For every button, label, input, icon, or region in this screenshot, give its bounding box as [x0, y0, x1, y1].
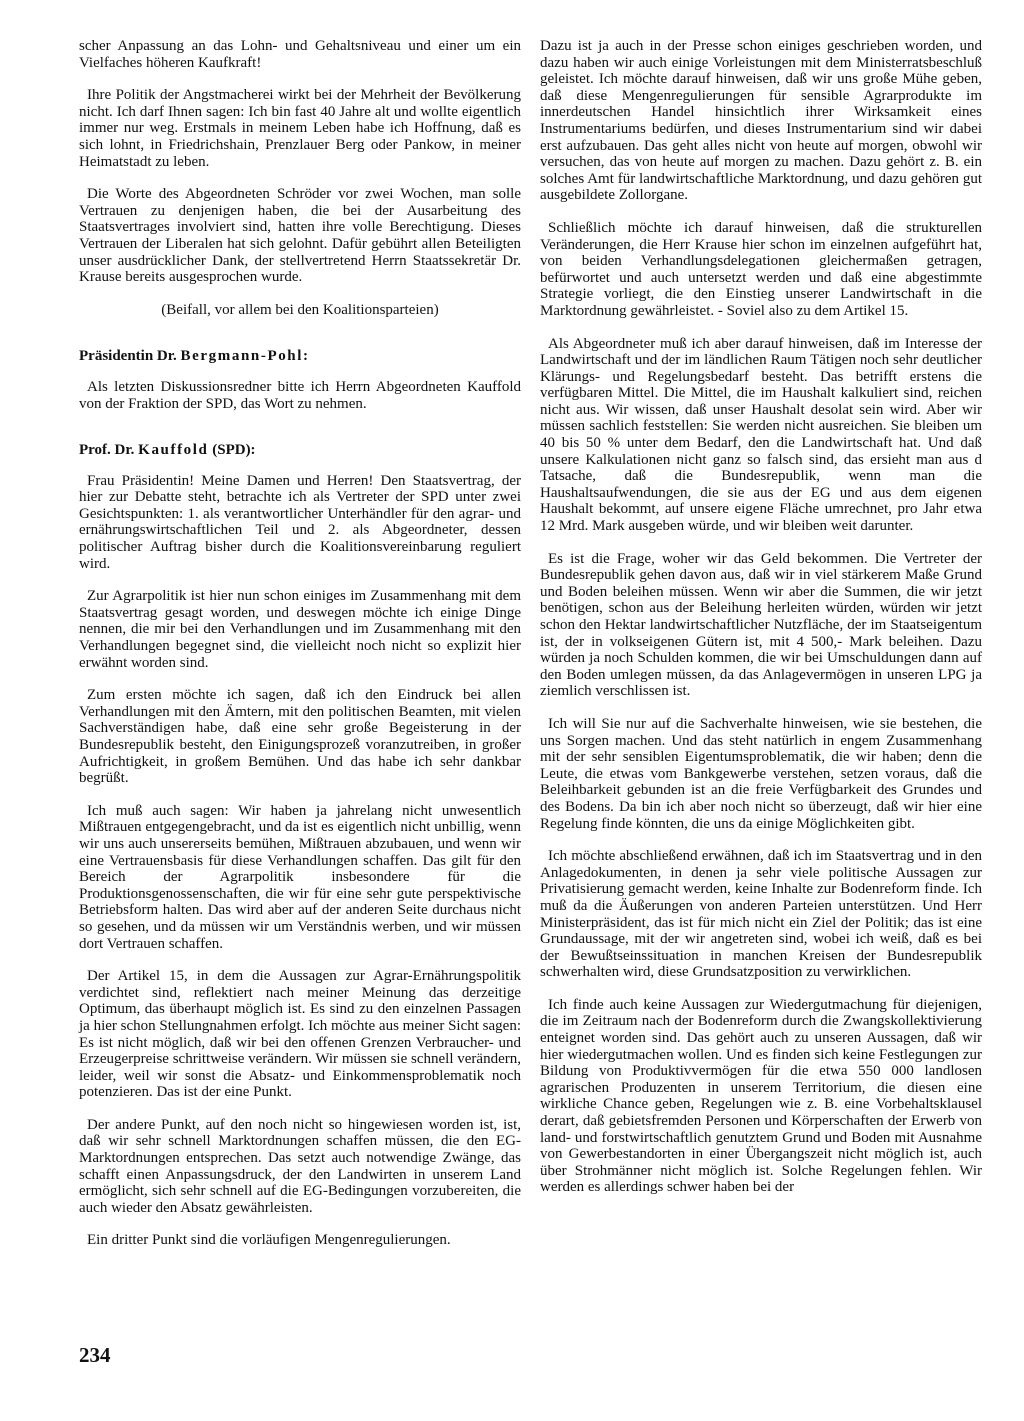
paragraph: Ich will Sie nur auf die Sachverhalte hinweisen, wie sie bestehen, die uns Sorgen machen. Und das steht natürlich in engem Zusammenhang mit der sehr sensiblen Eigentumsproblematik, die wir haben; denn die Leute, die etwas vom Bankgewerbe verstehen, setzen voraus, daß die Beleihbarkeit gebunden ist an die freie Verfügbarkeit des Grundes und des Bodens. Da bin ich aber noch nicht so überzeugt, daß wir hier eine Regelung finde könnten, die uns da einige Möglichkeiten gibt.: [540, 715, 982, 832]
left-column: [79, 38, 521, 1249]
speaker-suffix: (SPD):: [208, 442, 256, 459]
paragraph: Zur Agrarpolitik ist hier nun schon einiges im Zusammenhang mit dem Staatsvertrag gesagt worden, und deswegen möchte ich einige Dinge nennen, die mir bei den Verhandlungen und im Zusammenhang mit den Verhandlungen begegnet sind, die vielleicht noch nicht so explizit hier erwähnt worden sind.: [79, 588, 521, 671]
page-number: 234: [79, 1343, 111, 1367]
paragraph: Zum ersten möchte ich sagen, daß ich den Eindruck bei allen Verhandlungen mit den Ämtern, mit den politischen Beamten, mit vielen Sachverständigen habe, daß eine sehr große Begeisterung in der Bundesrepublik besteht, den Einigungsprozeß voranzutreiben, in großer Aufrichtigkeit, in großem Bemühen. Und das habe ich sehr dankbar begrüßt.: [79, 687, 521, 787]
speaker-title: Präsidentin Dr.: [79, 348, 181, 365]
paragraph: Frau Präsidentin! Meine Damen und Herren! Den Staatsvertrag, der hier zur Debatte steht, betrachte ich als Vertreter der SPD unter zwei Gesichtspunkten: 1. als verantwortlicher Unterhändler für den agrar- und ernährungswirtschaftlichen Teil und 2. als Abgeordneter, dessen politischer Auftrag bisher durch die Koalitionsvereinbarung reguliert wird.: [79, 472, 521, 572]
speaker-name: Bergmann-Pohl: [180, 348, 304, 365]
paragraph: Ein dritter Punkt sind die vorläufigen Mengenregulierungen.: [87, 1232, 451, 1249]
paragraph: Ich muß auch sagen: Wir haben ja jahrelang nicht unwesentlich Mißtrauen entgegengebracht, und da ist es eigentlich nicht unbillig, wenn wir uns auch unsererseits bemühen, Mißtrauen abzubauen, und wenn wir eine Vertrauensbasis für diese Verhandlungen schaffen. Das gilt für den Bereich der Agrarpolitik insbesondere für die Produktionsgenossenschaften, die wir für eine sehr gute perspektivische Betriebsform halten. Das wird aber auf der anderen Seite durchaus nicht so gesehen, und da müssen wir um Verständnis werben, und wir müssen dort Vertrauen schaffen.: [79, 802, 521, 952]
paragraph: scher Anpassung an das Lohn- und Gehaltsniveau und einer um ein Vielfaches höheren Kaufkraft!: [79, 38, 521, 71]
paragraph: Es ist die Frage, woher wir das Geld bekommen. Die Vertreter der Bundesrepublik gehen davon aus, daß wir in viel stärkerem Maße Grund und Boden beleihen müssen. Wenn wir aber die Summen, die wir jetzt benötigen, schon aus der Beleihung herleiten würden, würden wir jetzt schon den Hektar landwirtschaftlicher Nutzfläche, der im Staatseigentum ist, der in volkseigenen Gütern ist, mit 4 500,- Mark beleihen. Dazu würden ja noch Schulden kommen, die wir bei Umschuldungen dann auf den Boden umlegen müssen, da das Anlagevermögen in unseren LPG ja ziemlich verschlissen ist.: [540, 550, 982, 700]
paragraph: Schließlich möchte ich darauf hinweisen, daß die strukturellen Veränderungen, die Herr Krause hier schon im einzelnen aufgeführt hat, von beiden Verhandlungsdelegationen gleichermaßen getragen, befürwortet und auch untersetzt werden und daß eine abgestimmte Strategie vorliegt, die den Einstieg unserer Landwirtschaft in die Marktordnung gewährleistet. - Soviel also zu dem Artikel 15.: [540, 219, 982, 319]
paragraph: Als Abgeordneter muß ich aber darauf hinweisen, daß im Interesse der Landwirtschaft und der im ländlichen Raum Tätigen noch sehr deutlicher Klärungs- und Regelungsbedarf besteht. Das betrifft erstens die verfügbaren Mittel. Die Mittel, die im Haushalt kalkuliert sind, reichen nicht aus. Wir wissen, daß unser Haushalt desolat sein wird. Aber wir müssen sachlich feststellen: Sie werden nicht ausreichen. Sie bleiben um 40 bis 50 % unter dem Bedarf, den die Landwirtschaft hat. Und daß unsere Kalkulationen nicht ganz so falsch sind, das ersieht man aus d Tatsache, daß die Bundesrepublik, wenn man die Haushaltsaufwendungen, die sie aus der EG und aus dem eigenen Haushalt bekommt, auf unsere eigene Fläche umrechnet, pro Jahr etwa 12 Mrd. Mark ausgeben würde, und wir bleiben weit darunter.: [540, 335, 982, 535]
applause-note: (Beifall, vor allem bei den Koalitionsparteien): [161, 301, 439, 318]
speaker-name: Kauffold: [138, 442, 209, 459]
speaker-heading: [79, 348, 521, 365]
speaker-title: Prof. Dr.: [79, 442, 139, 459]
paragraph: Ihre Politik der Angstmacherei wirkt bei der Mehrheit der Bevölkerung nicht. Ich darf Ihnen sagen: Ich bin fast 40 Jahre alt und wollte eigentlich immer nur weg. Erstmals in meinem Leben habe ich Hoffnung, daß es sich lohnt, in Friedrichshain, Prenzlauer Berg oder Pankow, in meiner Heimatstadt zu leben.: [79, 87, 521, 170]
paragraph: Die Worte des Abgeordneten Schröder vor zwei Wochen, man solle Vertrauen zu denjenigen haben, die bei der Ausarbeitung des Staatsvertrages involviert sind, hatten ihre volle Berechtigung. Dieses Vertrauen der Liberalen hat sich gelohnt. Dafür gebührt allen Beteiligten unser ausdrücklicher Dank, der stellvertretend Herrn Staatssekretär Dr. Krause bereits ausgesprochen wurde.: [79, 186, 521, 286]
paragraph: Ich finde auch keine Aussagen zur Wiedergutmachung für diejenigen, die im Zeitraum nach der Bodenreform durch die Zwangskollektivierung enteignet worden sind. Das gehört auch zu unseren Aussagen, daß wir hier wiedergutmachen wollen. Und es finden sich keine Festlegungen zur Bildung von Produktivvermögen für die etwa 550 000 landlosen agrarischen Produzenten in unserem Territorium, die diesen eine wirkliche Chance geben, Regelungen wie z. B. eine Vorbehaltsklausel derart, daß gebietsfremden Personen und Körperschaften der Erwerb von land- und forstwirtschaftlich genutztem Grund und Boden mit Ausnahme von Gewerbestandorten in einer Übergangszeit nicht möglich ist, auch über Strohmänner nicht möglich ist. Solche Regelungen fehlen. Wir werden es allerdings schwer haben bei der: [540, 996, 982, 1196]
paragraph: Ich möchte abschließend erwähnen, daß ich im Staatsvertrag und in den Anlagedokumenten, in denen ja sehr viele politische Aussagen zur Privatisierung gemacht werden, keine Inhalte zur Bodenreform finde. Ich muß da die Äußerungen von anderen Parteien unterstützen. Und Herr Ministerpräsident, das ist für mich nicht ein Ziel der Politik; das ist eine Grundaussage, mit der wir angetreten sind, wobei ich weiß, daß es bei der Bewußtseinssituation in manchen Kreisen der Bundesrepublik schwerhalten wird, diese Grundsatzposition zu verwirklichen.: [540, 848, 982, 981]
paragraph: Dazu ist ja auch in der Presse schon einiges geschrieben worden, und dazu haben wir auch einige Vorleistungen mit dem Ministerratsbeschluß geleistet. Ich möchte darauf hinweisen, daß wir uns große Mühe geben, daß diese Mengenregulierungen für sensible Agrarprodukte im innerdeutschen Handel hinsichtlich ihrer Wirksamkeit eines Instrumentariums bedürfen, und dieses Instrumentarium sind wir dabei erst aufzubauen. Das geht alles nicht von heute auf morgen, obwohl wir versuchen, das von heute auf morgen zu machen. Dazu gehört z. B. ein solches Amt für landwirtschaftliche Marktordnung, und dazu gehören gut ausgebildete Zollorgane.: [540, 38, 982, 204]
speaker-suffix: :: [303, 348, 309, 365]
paragraph: Der Artikel 15, in dem die Aussagen zur Agrar-Ernährungspolitik verdichtet sind, reflektiert nach meiner Meinung das derzeitige Optimum, das überhaupt möglich ist. Es sind zu den einzelnen Passagen ja hier schon Stellungnahmen erfolgt. Ich möchte aus meiner Sicht sagen: Es ist nicht möglich, daß wir bei den offenen Grenzen Verbraucher- und Erzeugerpreise schrittweise verändern. Wir müssen sie schnell verändern, leider, weil wir sonst die Absatz- und Einkommensproblematik noch potenzieren. Das ist der eine Punkt.: [79, 968, 521, 1101]
right-column: [540, 38, 982, 1196]
speaker-heading: [79, 442, 521, 459]
paragraph: Der andere Punkt, auf den noch nicht so hingewiesen worden ist, ist, daß wir sehr schnell Marktordnungen schaffen müssen, die den EG-Marktordnungen entsprechen. Das setzt auch notwendige Zwänge, das schafft einen Anpassungsdruck, der den Landwirten in unserem Land ermöglicht, sich sehr schnell auf die EG-Bedingungen vorzubereiten, die auch wieder den Absatz gewährleisten.: [79, 1116, 521, 1216]
paragraph: Als letzten Diskussionsredner bitte ich Herrn Abgeordneten Kauffold von der Fraktion der SPD, das Wort zu nehmen.: [79, 378, 521, 412]
